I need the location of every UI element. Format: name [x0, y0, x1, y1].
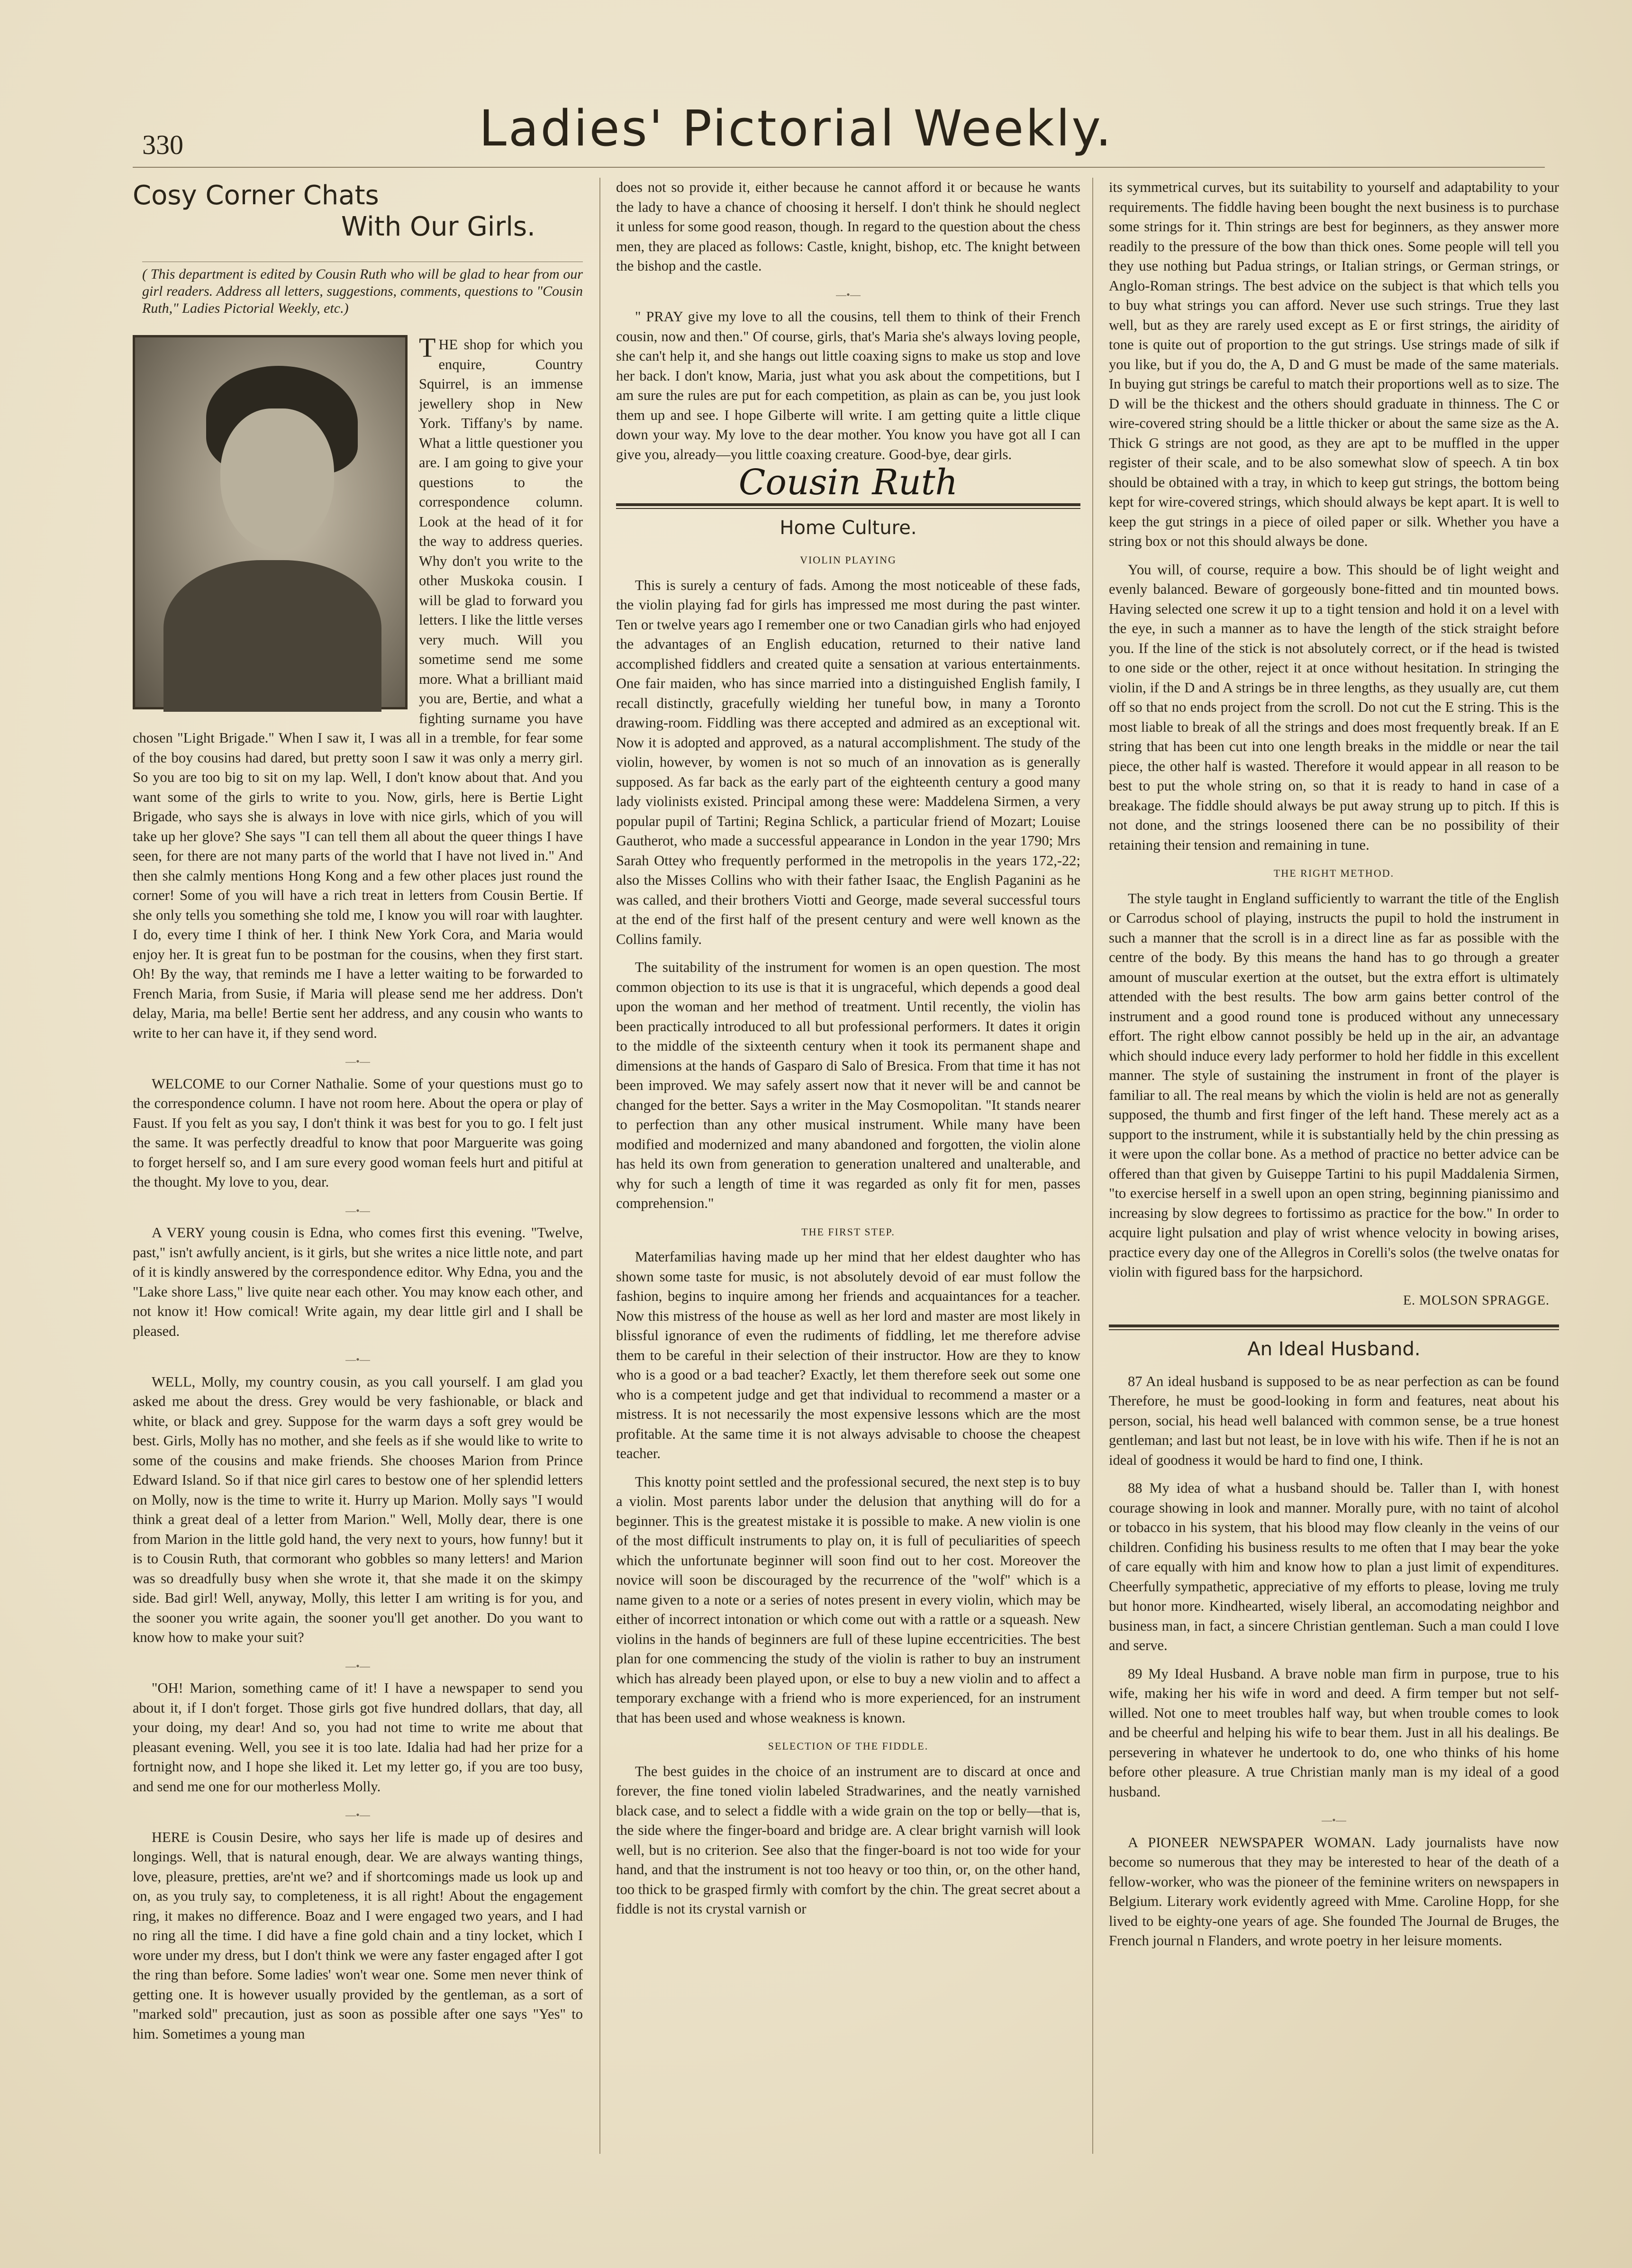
- paragraph: This is surely a century of fads. Among the most noticeable of these fads, the violin playing fad for girls has impressed me most during the past winter. Ten or twelve years ago I remember one or two Canadian girls who had enjoyed the advantages of an English education, returned to their native land accomplished fiddlers and created quite a sensation at various entertainments. One fair maiden, who has since married into a distinguished English family, I recall distinctly, gracefully wielding her tuneful bow, in many a Toronto drawing-room. Fiddling was there accepted and admired as an exceptional wit. Now it is adopted and approved, as a natural accomplishment. The study of the violin, however, by women is not so much of an innovation as is generally supposed. As far back as the early part of the eighteenth century a good many lady violinists existed. Principal among these were: Maddelena Sirmen, a very popular pupil of Tartini; Regina Schlick, a particular friend of Mozart; Louise Gautherot, who made a successful appearance in London in the year 1790; Mrs Sarah Ottey who frequently performed in the metropolis in the years 172,-22; also the Misses Collins who with their father Isaac, the English Paganini as he was called, and their brothers Viotti and George, made several successful tours at the end of the first half of the present century and were well known as the Collins family.: [616, 577, 1080, 947]
- paragraph: You will, of course, require a bow. This should be of light weight and evenly balanced. Beware of gorgeously bone-fitted and tin mounted bows. Having selected one screw it up to a tight tension and hold it on a level with the eye, in such a manner as to have the length of the stick straight before you. If the line of the stick is not absolutely correct, or if the head is twisted to one side or the other, reject it at once without hesitation. In stringing the violin, if the D and A strings be in three lengths, as they usually are, cut them off so that no ends project from the scroll. Do not cut the E string. This is the most liable to break of all the strings and does most frequently break. If an E string that has been cut into one length breaks in the middle or near the tail piece, the other half is wasted. Therefore it would appear in all reason to be best to put the whole string on, so that it is ready to hand in case of a breakage. The fiddle should always be put away strung up to pitch. If this is not done, and the strings loosened there can be no possibility of their retaining their tension and remaining in tune.: [1109, 561, 1559, 853]
- drop-cap: T: [419, 332, 436, 363]
- paragraph: This knotty point settled and the professional secured, the next step is to buy a violin. Most parents labor under the delusion that anything will do for a beginner. This is the greatest mistake it is possible to make. A new violin is one of the most difficult instruments to play on, it is full of peculiarities of speech which the unfortunate beginner will soon find out to her cost. Moreover the novice will soon be discouraged by the recurrence of the "wolf" which is a name given to a note or a series of notes present in every violin, which may be either of incorrect intonation or which come out with a rattle or a squeash. New violins in the hands of beginners are full of these lupine eccentricities. The best plan for one commencing the study of the violin is rather to buy an instrument which has already been played upon, or else to buy a new violin and to affect a temporary exchange with a friend who is more experienced, for an instrument that has been used and whose weakness is known.: [616, 1473, 1080, 1726]
- section-title-cosy-corner: [133, 180, 583, 243]
- subhead: VIOLIN PLAYING: [800, 554, 897, 566]
- column-divider: [1092, 178, 1093, 2154]
- divider-ornament: —•—: [345, 1660, 370, 1672]
- paragraph: The style taught in England sufficiently to warrant the title of the English or Carrodus school of playing, instructs the pupil to hold the instrument in such a manner that the scroll is in a direct line as far as possible with the centre of the body. By this means the hand has to go through a greater amount of muscular exertion at the outset, but the extra effort is ultimately attended with the best results. The bow arm gains better control of the instrument and a good round tone is produced without any unnecessary effort. The right elbow cannot possibly be held up in the air, an advantage which should induce every lady performer to hold her fiddle in this excellent manner. The style of sustaining the instrument in front of the player is familiar to all. The real means by which the violin is held are not as generally supposed, the thumb and first finger of the left hand. These merely act as a support to the instrument, while it is substantially held by the chin pressing as it were upon the collar bone. As a method of practice no better advice can be offered than that given by Guiseppe Tartini to his pupil Maddalenia Sirmen, "to exercise herself in a swell upon an open string, beginning pianissimo and increasing by slow degrees to fortissimo as practice for the bow." In order to acquire light pulsation and play of wrist whence velocity in bowing arises, practice every day one of the Allegros in Corelli's solos (the twelve onatas for violin with figured bass for the harpsichord.: [1109, 890, 1559, 1280]
- paragraph: 89 My Ideal Husband. A brave noble man firm in purpose, true to his wife, making her his wife in word and deed. A firm temper but not self-willed. Not one to meet troubles half way, but when trouble comes to look and be cheerful and helping his wife to bear them. Just in all his dealings. Be persevering in whatever he undertook to do, one who thinks of his home before other pleasure. A true Christian manly man is my ideal of a good husband.: [1109, 1665, 1559, 1800]
- paragraph: its symmetrical curves, but its suitability to yourself and adaptability to your requirements. The fiddle having been bought the next business is to purchase some strings for it. Thin strings are best for beginners, as they answer more readily to the pressure of the bow than thick ones. Some people will tell you they use nothing but Padua strings, or Italian strings, or German strings, or Anglo-Roman strings. The best advice on the subject is that which tells you to buy what strings you can afford. Never use such strings. True they last well, but as they are rarely used except as E or first strings, the airidity of tone is quite out of proportion to the gut strings. Use strings made of silk if you like, but if you do, the A, D and G must be made of the same materials. In buying gut strings be careful to match their proportions well as to size. The D will be the thickest and the others should graduate in thinness. The C or wire-covered string should be a little thicker or about the same size as the A. Thick G strings are not good, as they are apt to be muffled in the upper register of their scale, and to be also somewhat slow of speech. A tin box should be obtained with a tray, in which to keep gut strings, the bottom being kept for wire-covered strings, which should always be kept apart. It is well to keep the gut strings in a piece of oiled paper or silk. Whether you have a string box or not this should always be done.: [1109, 179, 1559, 549]
- divider-ornament: —•—: [345, 1204, 370, 1216]
- column-3: [1109, 178, 1559, 2144]
- paragraph: 87 An ideal husband is supposed to be as near perfection as can be found Therefore, he must be good-looking in form and features, neat about his person, social, his head well balanced with common sense, be a true honest gentleman; and last but not least, be in love with his wife. Then if he is not an ideal of goodness it would be hard to find one, I think.: [1109, 1373, 1559, 1468]
- header-rule: [133, 167, 1545, 168]
- paragraph: The suitability of the instrument for women is an open question. The most common objection to its use is that it is ungraceful, which depends a good deal upon the woman and her method of treatment. Until recently, the violin has been practically introduced to all but professional performers. It dates it origin to the middle of the sixteenth century when it took its permanent shape and dimensions at the hands of Gasparo di Salo of Bresica. From that time it has not been improved. We may safely assert now that it never will be and cannot be changed for the better. Says a writer in the May Cosmopolitan. "It stands nearer to perfection than any other musical instrument. While many have been modified and modernized and many abandoned and forgotten, the violin alone has held its own from generation to generation unaltered and unalterable, and why for such a length of time it was regarded as only fit for men, passes comprehension.": [616, 959, 1080, 1211]
- paragraph: WELCOME to our Corner Nathalie. Some of your questions must go to the correspondence column. I have not room here. About the opera or play of Faust. If you felt as you say, I don't think it was best for you to go. I felt just the same. It was perfectly dreadful to know that poor Marguerite was going to forget herself so, and I am sure every good woman feels hurt and pitiful at the thought. My love to you, dear.: [133, 1075, 583, 1190]
- column-2: [616, 178, 1080, 2144]
- paragraph: Materfamilias having made up her mind that her eldest daughter who has shown some taste for music, is not absolutely devoid of ear must follow the fashion, begins to inquire among her friends and acquaintances for a teacher. Now this mistress of the house as well as her lord and master are most likely in blissful ignorance of even the rudiments of fiddling, let me therefore advise them to be careful in their selection of their instructor. How are they to know who is a good or a bad teacher? Exactly, let them therefore seek out some one who is a competent judge and get that individual to recommend a master or a mistress. It is not necessarily the most expensive lessons which are the most profitable. At the same time it is not always advisable to choose the cheapest teacher.: [616, 1249, 1080, 1461]
- section-rule: [616, 503, 1080, 509]
- subhead: THE FIRST STEP.: [801, 1225, 895, 1238]
- title-line-2: With Our Girls.: [341, 211, 535, 242]
- paragraph: A PIONEER NEWSPAPER WOMAN. Lady journalists have now become so numerous that they may be interested to hear of the death of a fellow-worker, who was the pioneer of the feminine writers on newspapers in Belgium. Literary work evidently agreed with Mme. Caroline Hopp, for she lived to be eighty-one years of age. She founded The Journal de Bruges, the French journal n Flanders, and wrote poetry in her leisure moments.: [1109, 1834, 1559, 1949]
- divider-ornament: —•—: [836, 288, 861, 300]
- divider-ornament: —•—: [345, 1055, 370, 1067]
- portrait-face: [220, 408, 334, 551]
- paragraph: does not so provide it, either because he cannot afford it or because he wants the lady to have a chance of choosing it herself. I don't think he should neglect it unless for some good reason, though. In regard to the question about the chess men, they are placed as follows: Castle, knight, bishop, etc. The knight between the bishop and the castle.: [616, 179, 1080, 274]
- paragraph-text: HE shop for which you enquire, Country Squirrel, is an immense jewellery shop in New York. Tiffany's by name. What a little questioner you are. I am going to give your questions to the correspondence column. Look at the head of it for the way to address queries. Why don't you write to the other Muskoka cousin. I will be glad to forward you letters. I like the little verses very much. Will you sometime send me some more. What a brilliant maid you are, Bertie, and what a fighting surname you have chosen "Light Brigade." When I saw it, I was all in a tremble, for fear some of the boy cousins had dared, but pretty soon I saw it was only a merry girl. So you are too big to sit on my lap. Well, I don't know about that. And you want some of the girls to write to you. Now, girls, here is Bertie Light Brigade, who says she is always in love with nice girls, which of you will take up her glove? She says "I can tell them all about the queer things I have seen, for there are not many parts of the world that I have not lived in." And then she calmly mentions Hong Kong and a few other places just round the corner! Some of you will have a rich treat in letters from Cousin Bertie. If she only tells you something she told me, I know you will roar with laughter. I do, every time I think of her. I think New York Cora, and Maria would enjoy her. It is great fun to be postman for the cousins, when they first start. Oh! By the way, that reminds me I have a letter waiting to be forwarded to French Maria, from Susie, if Maria will please send me her address. Don't delay, Maria, ma belle! Bertie sent her address, and any cousin who wants to write to her can have it, if they send word.: [133, 336, 583, 1041]
- page-number: 330: [142, 129, 183, 160]
- portrait-photo: [133, 335, 408, 709]
- signature-cousin-ruth: Cousin Ruth: [738, 462, 958, 503]
- column-1: [133, 178, 583, 2144]
- divider-ornament: —•—: [345, 1809, 370, 1821]
- author-signoff: E. MOLSON SPRAGGE.: [1403, 1293, 1550, 1308]
- paragraph: WELL, Molly, my country cousin, as you call yourself. I am glad you asked me about the dress. Grey would be very fashionable, or black and white, or black and grey. Suppose for the warm days a soft grey would be best. Girls, Molly has no mother, and she feels as if she would like to write to some of the cousins and make friends. She chooses Marion from Prince Edward Island. So if that nice girl cares to bestow one of her splendid letters on Molly, now is the time to write it. Hurry up Marion. Molly says "I would think a great deal of a letter from Marion." Well, Molly dear, there is one from Marion in the little gold hand, the very next to yours, how funny! but it is to Cousin Ruth, that cormorant who gobbles so many letters! and Marion was so dreadfully busy when she wrote it, that she made it on the skimpy side. Bad girl! Well, anyway, Molly, this letter I am writing is for you, and the sooner you write again, the sooner you'll get another. Do you want to know how to make your suit?: [133, 1373, 583, 1645]
- section-title-ideal-husband: An Ideal Husband.: [1247, 1338, 1421, 1360]
- title-line-1: Cosy Corner Chats: [133, 180, 379, 211]
- masthead-title: Ladies' Pictorial Weekly.: [479, 100, 1114, 157]
- section-title-home-culture: Home Culture.: [780, 517, 917, 539]
- paragraph: The best guides in the choice of an instrument are to discard at once and forever, the fine toned violin labeled Stradwarines, and the neatly varnished black case, and to select a fiddle with a wide grain on the top or belly—that is, the side where the finger-board and bridge are. A clear bright varnish will look well, but is no criterion. See also that the finger-board is not too wide for your hand, and that the instrument is not too heavy or too thin, or, on the other hand, too thick to be grasped firmly with comfort by the chin. The great secret about a fiddle is not its crystal varnish or: [616, 1763, 1080, 1917]
- subhead: SELECTION OF THE FIDDLE.: [768, 1740, 929, 1752]
- section-rule: [1109, 1325, 1559, 1330]
- portrait-shoulders: [163, 560, 381, 712]
- paragraph: 88 My idea of what a husband should be. Taller than I, with honest courage showing in look and manner. Morally pure, with no taint of alcohol or tobacco in his system, that his blood may flow cleanly in the veins of our children. Confiding his business results to me often that I may bear the yoke of care equally with him and know how to plan a just limit of expenditures. Cheerfully sympathetic, appreciative of my efforts to please, loving me truly but honor more. Kindhearted, wisely liberal, an accomodating neighbor and business man, in fact, a sincere Christian gentleman. Such a man could I love and serve.: [1109, 1480, 1559, 1653]
- divider-ornament: —•—: [1322, 1814, 1346, 1826]
- paragraph: " PRAY give my love to all the cousins, tell them to think of their French cousin, now and then." Of course, girls, that's Maria she's always loving people, she can't help it, and she hangs out little coaxing signs to make us stop and love her back. I don't know, Maria, just what you ask about the competitions, but I am sure the rules are put for each competition, as plain as can be, you just look them up and see. I hope Gilberte will write. I am getting quite a little clique down your way. My love to the dear mother. You know you have got all I can give you, already—you little coaxing creature. Good-bye, dear girls.: [616, 308, 1080, 463]
- editor-note: ( This department is edited by Cousin Ruth who will be glad to hear from our girl readers. Address all letters, suggestions, comments, questions to "Cousin Ruth," Ladies Pictorial Weekly, etc.): [142, 262, 583, 317]
- divider-ornament: —•—: [345, 1353, 370, 1365]
- subhead: THE RIGHT METHOD.: [1273, 867, 1395, 879]
- paragraph: A VERY young cousin is Edna, who comes first this evening. "Twelve, past," isn't awfully ancient, is it girls, but she writes a nice little note, and part of it is kindly answered by the correspondence editor. Why Edna, you and the "Lake shore Lass," live quite near each other. You may know each other, and not know it! How comical! Write again, my dear little girl and I shall be pleased.: [133, 1225, 583, 1339]
- column-divider: [599, 178, 600, 2154]
- paragraph: "OH! Marion, something came of it! I have a newspaper to send you about it, if I don't forget. Those girls got five hundred dollars, that day, all your doing, my dear! And so, you had not time to write me about that pleasant evening. Well, you see it is too late. Idalia had had her prize for a fortnight now, and I hope she liked it. Let my letter go, if you are too busy, and send me one for our motherless Molly.: [133, 1680, 583, 1795]
- paragraph: HERE is Cousin Desire, who says her life is made up of desires and longings. Well, that is natural enough, dear. We are always wanting things, love, pleasure, pretties, are'nt we? and if shortcomings made us look up and on, as you truly say, to completeness, it is all right! About the engagement ring, it makes no difference. Boaz and I were engaged two years, and I had no ring all the time. I did have a fine gold chain and a tiny locket, which I wore under my dress, but I don't think we were any faster engaged after I got the ring than before. Some ladies' won't wear one. Some men never think of getting one. It is however usually provided by the gentleman, as a sort of "marked sold" precaution, just as soon as possible after one says "Yes" to him. Sometimes a young man: [133, 1829, 583, 2042]
